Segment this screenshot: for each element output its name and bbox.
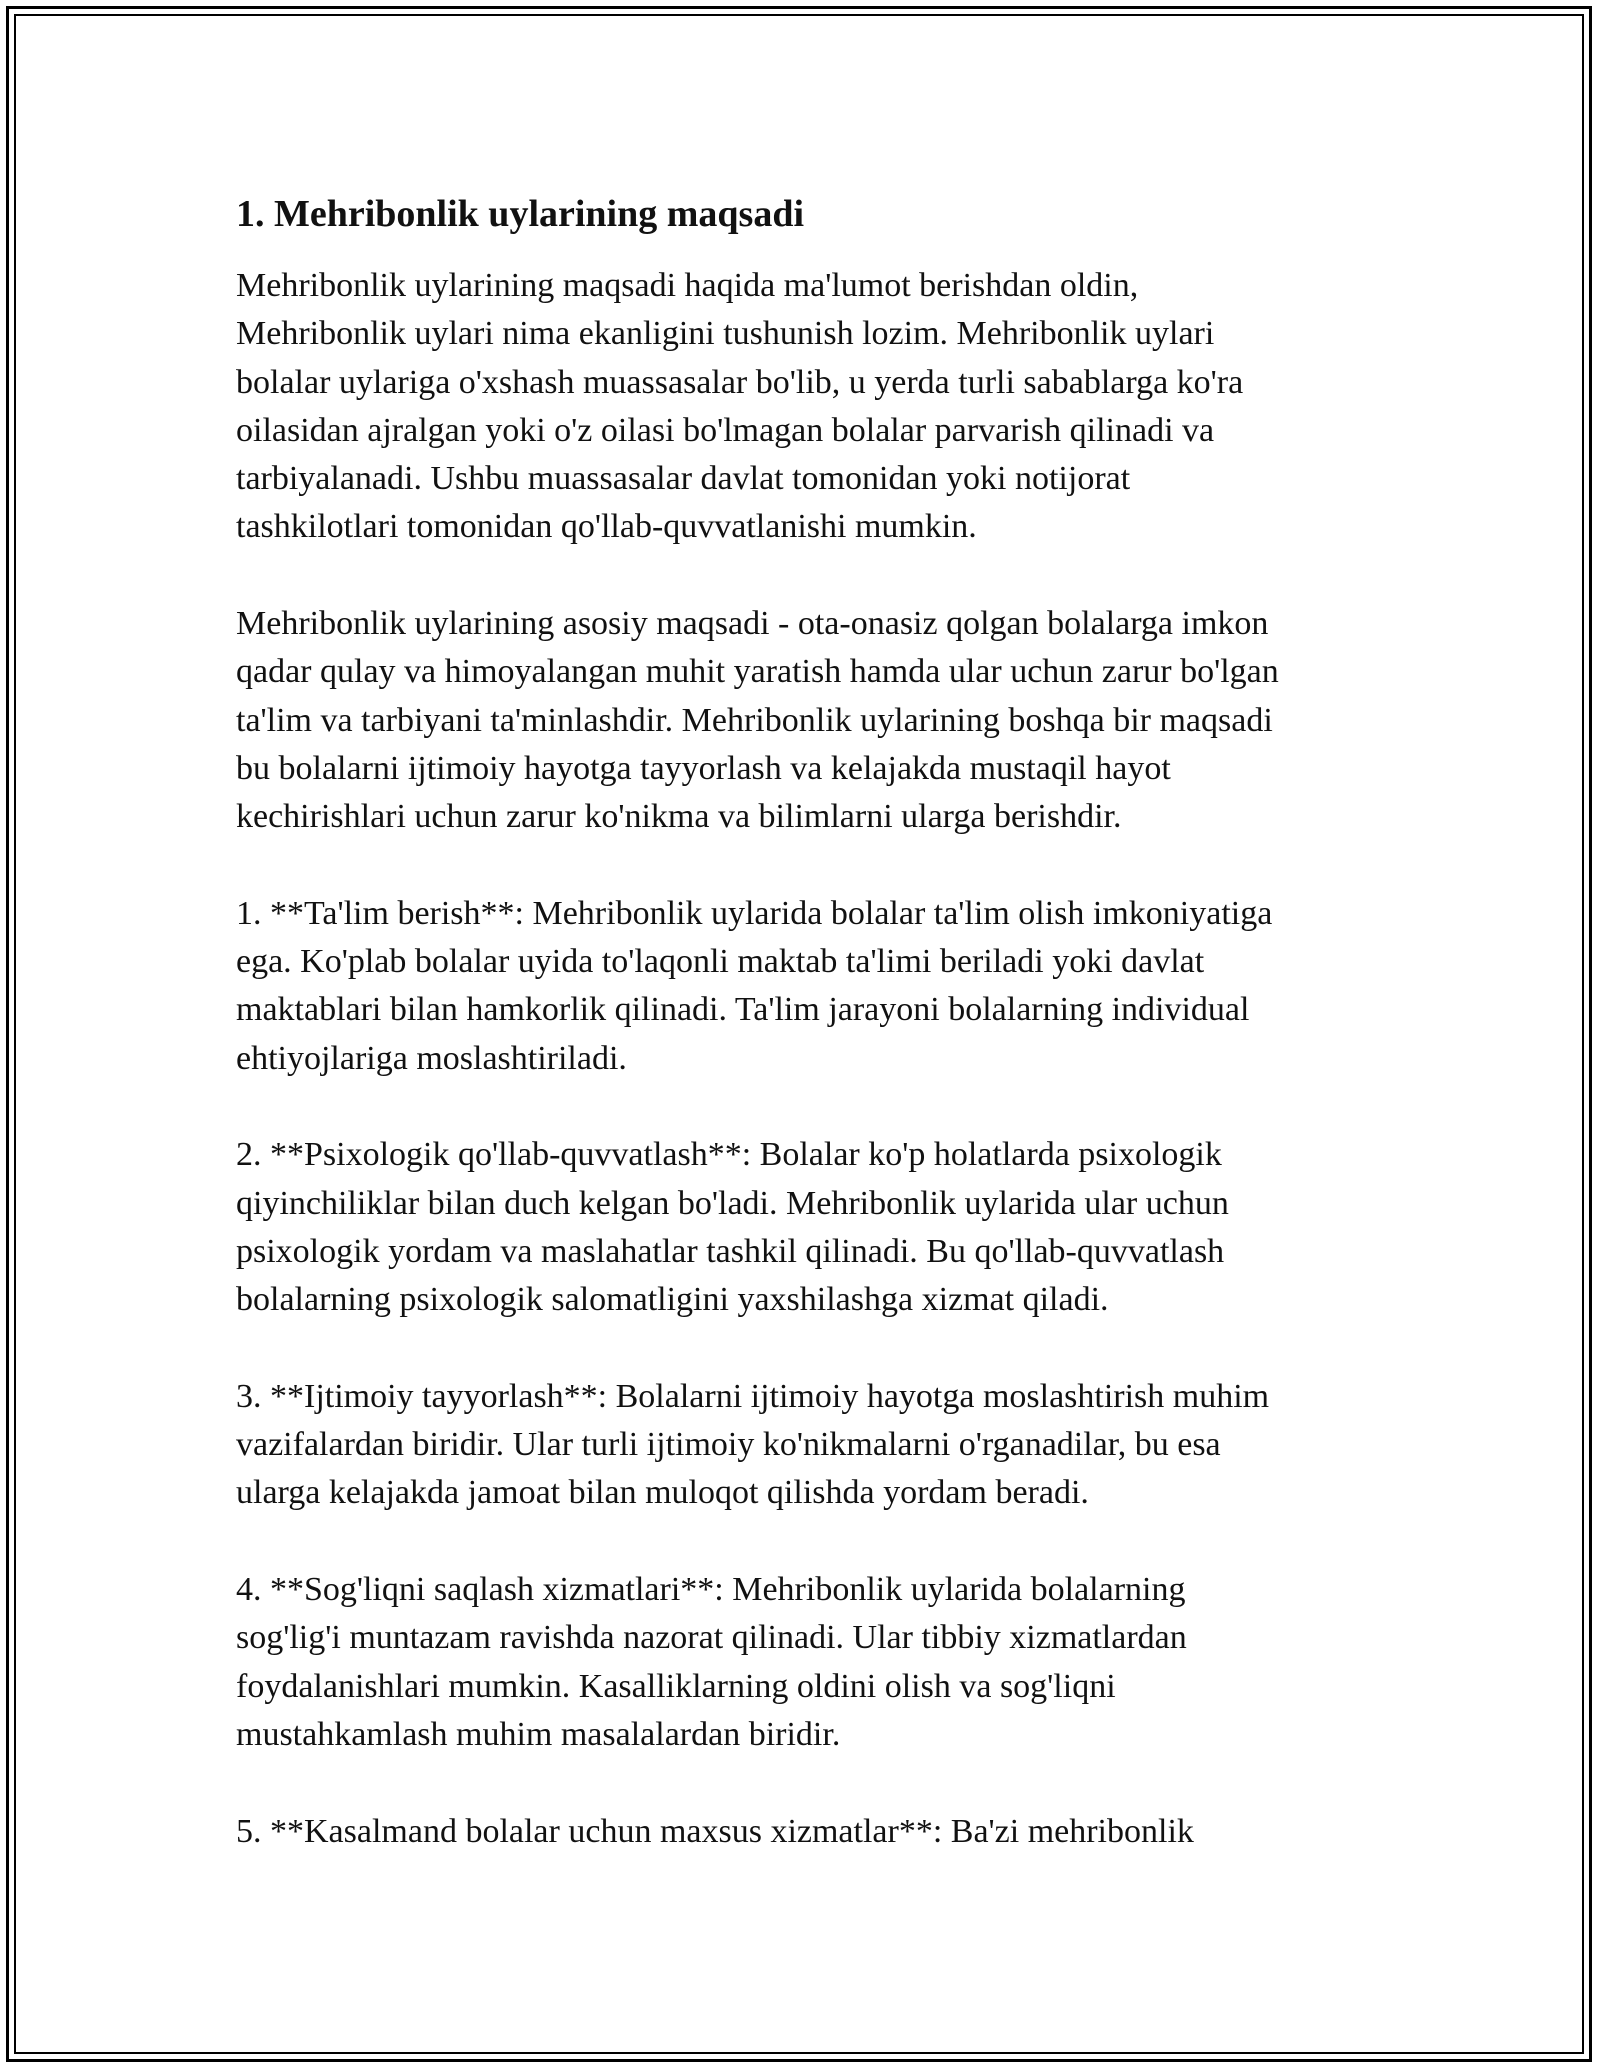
list-item-psychological-support: 2. **Psixologik qo'llab-quvvatlash**: Bolalar ko'p holatlarda psixologik qiyinchiliklar bilan duch kelgan bo'ladi. Mehribonlik uylarida ular uchun psixologik yordam va maslahatlar tashkil qilinadi. Bu qo'llab-quvvatlash bolalarning psixologik salomatligini yaxshilashga xizmat qiladi.	[236, 1136, 1229, 1319]
document-body	[236, 186, 1386, 1904]
list-item-social-preparation: 3. **Ijtimoiy tayyorlash**: Bolalarni ijtimoiy hayotga moslashtirish muhim vazifalardan biridir. Ular turli ijtimoiy ko'nikmalarni o'rganadilar, bu esa ularga kelajakda jamoat bilan muloqot qilishda yordam beradi.	[236, 1377, 1270, 1512]
list-item-education: 1. **Ta'lim berish**: Mehribonlik uylarida bolalar ta'lim olish imkoniyatiga ega. Ko'plab bolalar uyida to'laqonli maktab ta'limi beriladi yoki davlat maktablari bilan hamkorlik qilinadi. Ta'lim jarayoni bolalarning individual ehtiyojlariga moslashtiriladi.	[236, 894, 1273, 1077]
paragraph-intro: Mehribonlik uylarining maqsadi haqida ma'lumot berishdan oldin, Mehribonlik uylari nima ekanligini tushunish lozim. Mehribonlik uylari bolalar uylariga o'xshash muassasalar bo'lib, u yerda turli sabablarga ko'ra oilasidan ajralgan yoki o'z oilasi bo'lmagan bolalar parvarish qilinadi va tarbiyalanadi. Ushbu muassasalar davlat tomonidan yoki notijorat tashkilotlari tomonidan qo'llab-quvvatlanishi mumkin.	[236, 267, 1244, 546]
list-item-special-services: 5. **Kasalmand bolalar uchun maxsus xizmatlar**: Ba'zi mehribonlik	[236, 1812, 1194, 1850]
list-item-health-services: 4. **Sog'liqni saqlash xizmatlari**: Mehribonlik uylarida bolalarning sog'lig'i muntazam ravishda nazorat qilinadi. Ular tibbiy xizmatlardan foydalanishlari mumkin. Kasalliklarning oldini olish va sog'liqni mustahkamlash muhim masalalardan biridir.	[236, 1571, 1187, 1753]
section-title: 1. Mehribonlik uylarining maqsadi	[236, 193, 805, 235]
paragraph-main-goal: Mehribonlik uylarining asosiy maqsadi - ota-onasiz qolgan bolalarga imkon qadar qulay va himoyalangan muhit yaratish hamda ular uchun zarur bo'lgan ta'lim va tarbiyani ta'minlashdir. Mehribonlik uylarining boshqa bir maqsadi bu bolalarni ijtimoiy hayotga tayyorlash va kelajakda mustaqil hayot kechirishlari uchun zarur ko'nikma va bilimlarni ularga berishdir.	[236, 605, 1279, 836]
